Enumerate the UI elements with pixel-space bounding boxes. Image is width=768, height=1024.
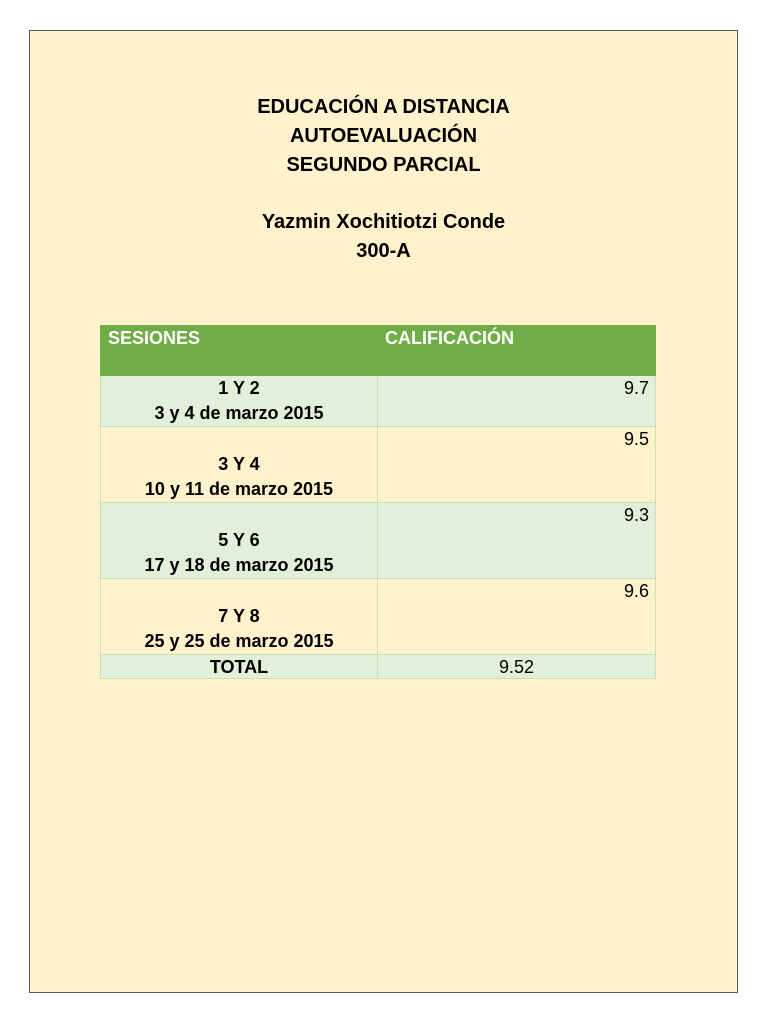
table-row [101, 427, 656, 503]
session-cell [101, 579, 378, 655]
session-dates: 3 y 4 de marzo 2015 [154, 403, 324, 423]
total-row [101, 655, 656, 679]
column-header-grade: CALIFICACIÓN [378, 326, 656, 376]
session-dates: 10 y 11 de marzo 2015 [144, 479, 334, 499]
table-row [101, 579, 656, 655]
table-row [101, 376, 656, 427]
author-name: Yazmin Xochitiotzi Conde [261, 211, 506, 233]
title-line-3: SEGUNDO PARCIAL [286, 154, 481, 176]
grade-cell: 9.5 [378, 427, 656, 503]
total-value: 9.52 [378, 655, 656, 679]
grade-cell: 9.7 [378, 376, 656, 427]
grade-cell: 9.6 [378, 579, 656, 655]
session-dates: 17 y 18 de marzo 2015 [144, 555, 334, 575]
session-label: 3 Y 4 [218, 454, 260, 474]
title-line-2: AUTOEVALUACIÓN [289, 125, 478, 147]
total-label: TOTAL [101, 655, 378, 679]
document-title [30, 93, 737, 180]
table-header-row [101, 326, 656, 376]
group-code: 300-A [356, 240, 411, 262]
session-label: 7 Y 8 [218, 606, 260, 626]
session-cell [101, 376, 378, 427]
session-cell [101, 427, 378, 503]
author-block [30, 208, 737, 266]
session-label: 5 Y 6 [218, 530, 260, 550]
document-page [29, 30, 738, 993]
grades-table [100, 325, 656, 679]
table-row [101, 503, 656, 579]
column-header-sessions: SESIONES [101, 326, 378, 376]
session-dates: 25 y 25 de marzo 2015 [144, 631, 334, 651]
session-cell [101, 503, 378, 579]
session-label: 1 Y 2 [218, 378, 260, 398]
title-line-1: EDUCACIÓN A DISTANCIA [257, 96, 510, 118]
grade-cell: 9.3 [378, 503, 656, 579]
